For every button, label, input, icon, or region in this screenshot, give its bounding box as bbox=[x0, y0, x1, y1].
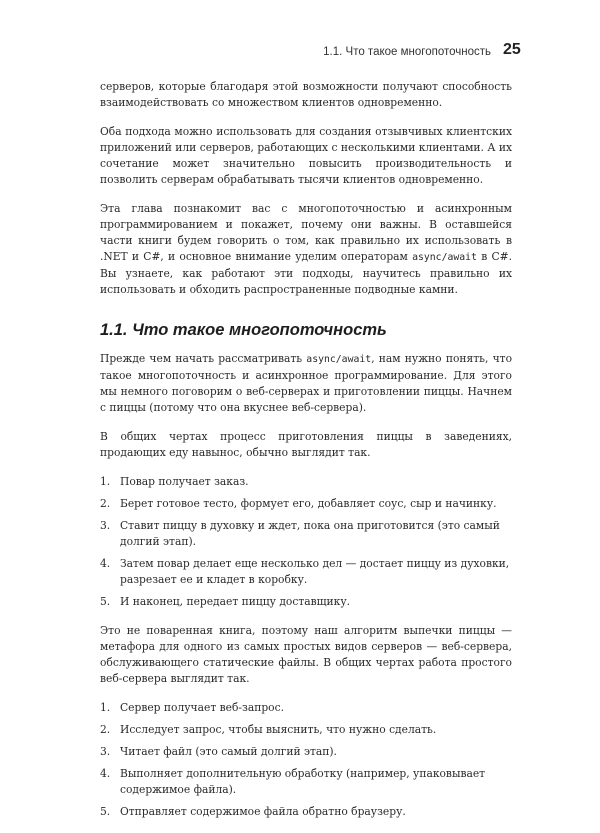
list-item bbox=[100, 556, 512, 588]
list-item-number: 1. bbox=[100, 701, 111, 714]
paragraph-5: В общих чертах процесс приготовления пиццы в заведениях, продающих еду навынос, обычно выглядит так. bbox=[100, 430, 512, 459]
list-item bbox=[100, 744, 512, 760]
list-item bbox=[100, 474, 512, 490]
list-item-number: 5. bbox=[100, 595, 111, 608]
list-item-text: Исследует запрос, чтобы выяснить, что нужно сделать. bbox=[120, 723, 437, 736]
list-item-text: Берет готовое тесто, формует его, добавляет соус, сыр и начинку. bbox=[120, 497, 497, 510]
list-item-number: 2. bbox=[100, 723, 111, 736]
paragraph-3 bbox=[100, 201, 512, 298]
pizza-steps-list bbox=[100, 474, 512, 610]
page-number: 25 bbox=[503, 41, 521, 58]
list-item bbox=[100, 766, 512, 798]
paragraph-3-text-b: в C#. Вы узнаете, как работают эти подходы, научитесь правильно их использовать и обходить распространенные подводные камни. bbox=[100, 250, 512, 296]
web-server-steps-list bbox=[100, 700, 512, 820]
list-item-text: Выполняет дополнительную обработку (например, упаковывает содержимое файла). bbox=[120, 767, 486, 796]
list-item-text: Повар получает заказ. bbox=[120, 475, 249, 488]
running-head: 1.1. Что такое многопоточность bbox=[323, 46, 491, 58]
list-item-text: Затем повар делает еще несколько дел — достает пиццу из духовки, разрезает ее и кладет в коробку. bbox=[120, 557, 510, 586]
section-heading: 1.1. Что такое многопоточность bbox=[100, 321, 387, 339]
list-item bbox=[100, 700, 512, 716]
paragraph-2: Оба подхода можно использовать для создания отзывчивых клиентских приложений или серверов, работающих с несколькими клиентами. А их сочетание может значительно повысить производительность и позволить серверам обрабатывать тысячи клиентов одновременно. bbox=[100, 125, 512, 186]
list-item bbox=[100, 722, 512, 738]
paragraph-4-text-a: Прежде чем начать рассматривать bbox=[100, 352, 307, 365]
code-async-await: async/await bbox=[306, 354, 372, 365]
list-item bbox=[100, 518, 512, 550]
list-item-number: 5. bbox=[100, 805, 111, 818]
page-body bbox=[100, 79, 512, 833]
list-item-number: 4. bbox=[100, 557, 111, 570]
list-item-text: Отправляет содержимое файла обратно браузеру. bbox=[120, 805, 406, 818]
list-item bbox=[100, 804, 512, 820]
paragraph-1: серверов, которые благодаря этой возможности получают способность взаимодействовать со множеством клиентов одновременно. bbox=[100, 80, 512, 109]
list-item-number: 1. bbox=[100, 475, 111, 488]
paragraph-4-text-b: , нам нужно понять, что такое многопоточность и асинхронное программирование. Для этого мы немного поговорим о веб-серверах и приготовлении пиццы. Начнем с пиццы (потому что она вкуснее веб-сервера). bbox=[100, 352, 512, 414]
paragraph-4 bbox=[100, 351, 512, 416]
list-item bbox=[100, 496, 512, 512]
list-item-number: 4. bbox=[100, 767, 111, 780]
paragraph-3-text-a: Эта глава познакомит вас с многопоточностью и асинхронным программированием и покажет, почему они важны. В оставшейся части книги будем говорить о том, как правильно их использовать в .NET и C#, и основное внимание уделим операторам bbox=[100, 202, 512, 263]
list-item-text: Сервер получает веб-запрос. bbox=[120, 701, 285, 714]
code-async-await: async/await bbox=[412, 252, 477, 263]
list-item-text: Читает файл (это самый долгий этап). bbox=[120, 745, 337, 758]
list-item-number: 2. bbox=[100, 497, 111, 510]
paragraph-6: Это не поваренная книга, поэтому наш алгоритм выпечки пиццы — метафора для одного из самых простых видов серверов — веб-сервера, обслуживающего статические файлы. В общих чертах работа простого веб-сервера выглядит так. bbox=[100, 624, 512, 685]
list-item-text: И наконец, передает пиццу доставщику. bbox=[120, 595, 351, 608]
list-item-number: 3. bbox=[100, 745, 111, 758]
list-item-text: Ставит пиццу в духовку и ждет, пока она приготовится (это самый долгий этап). bbox=[120, 519, 500, 548]
list-item-number: 3. bbox=[100, 519, 111, 532]
list-item bbox=[100, 594, 512, 610]
